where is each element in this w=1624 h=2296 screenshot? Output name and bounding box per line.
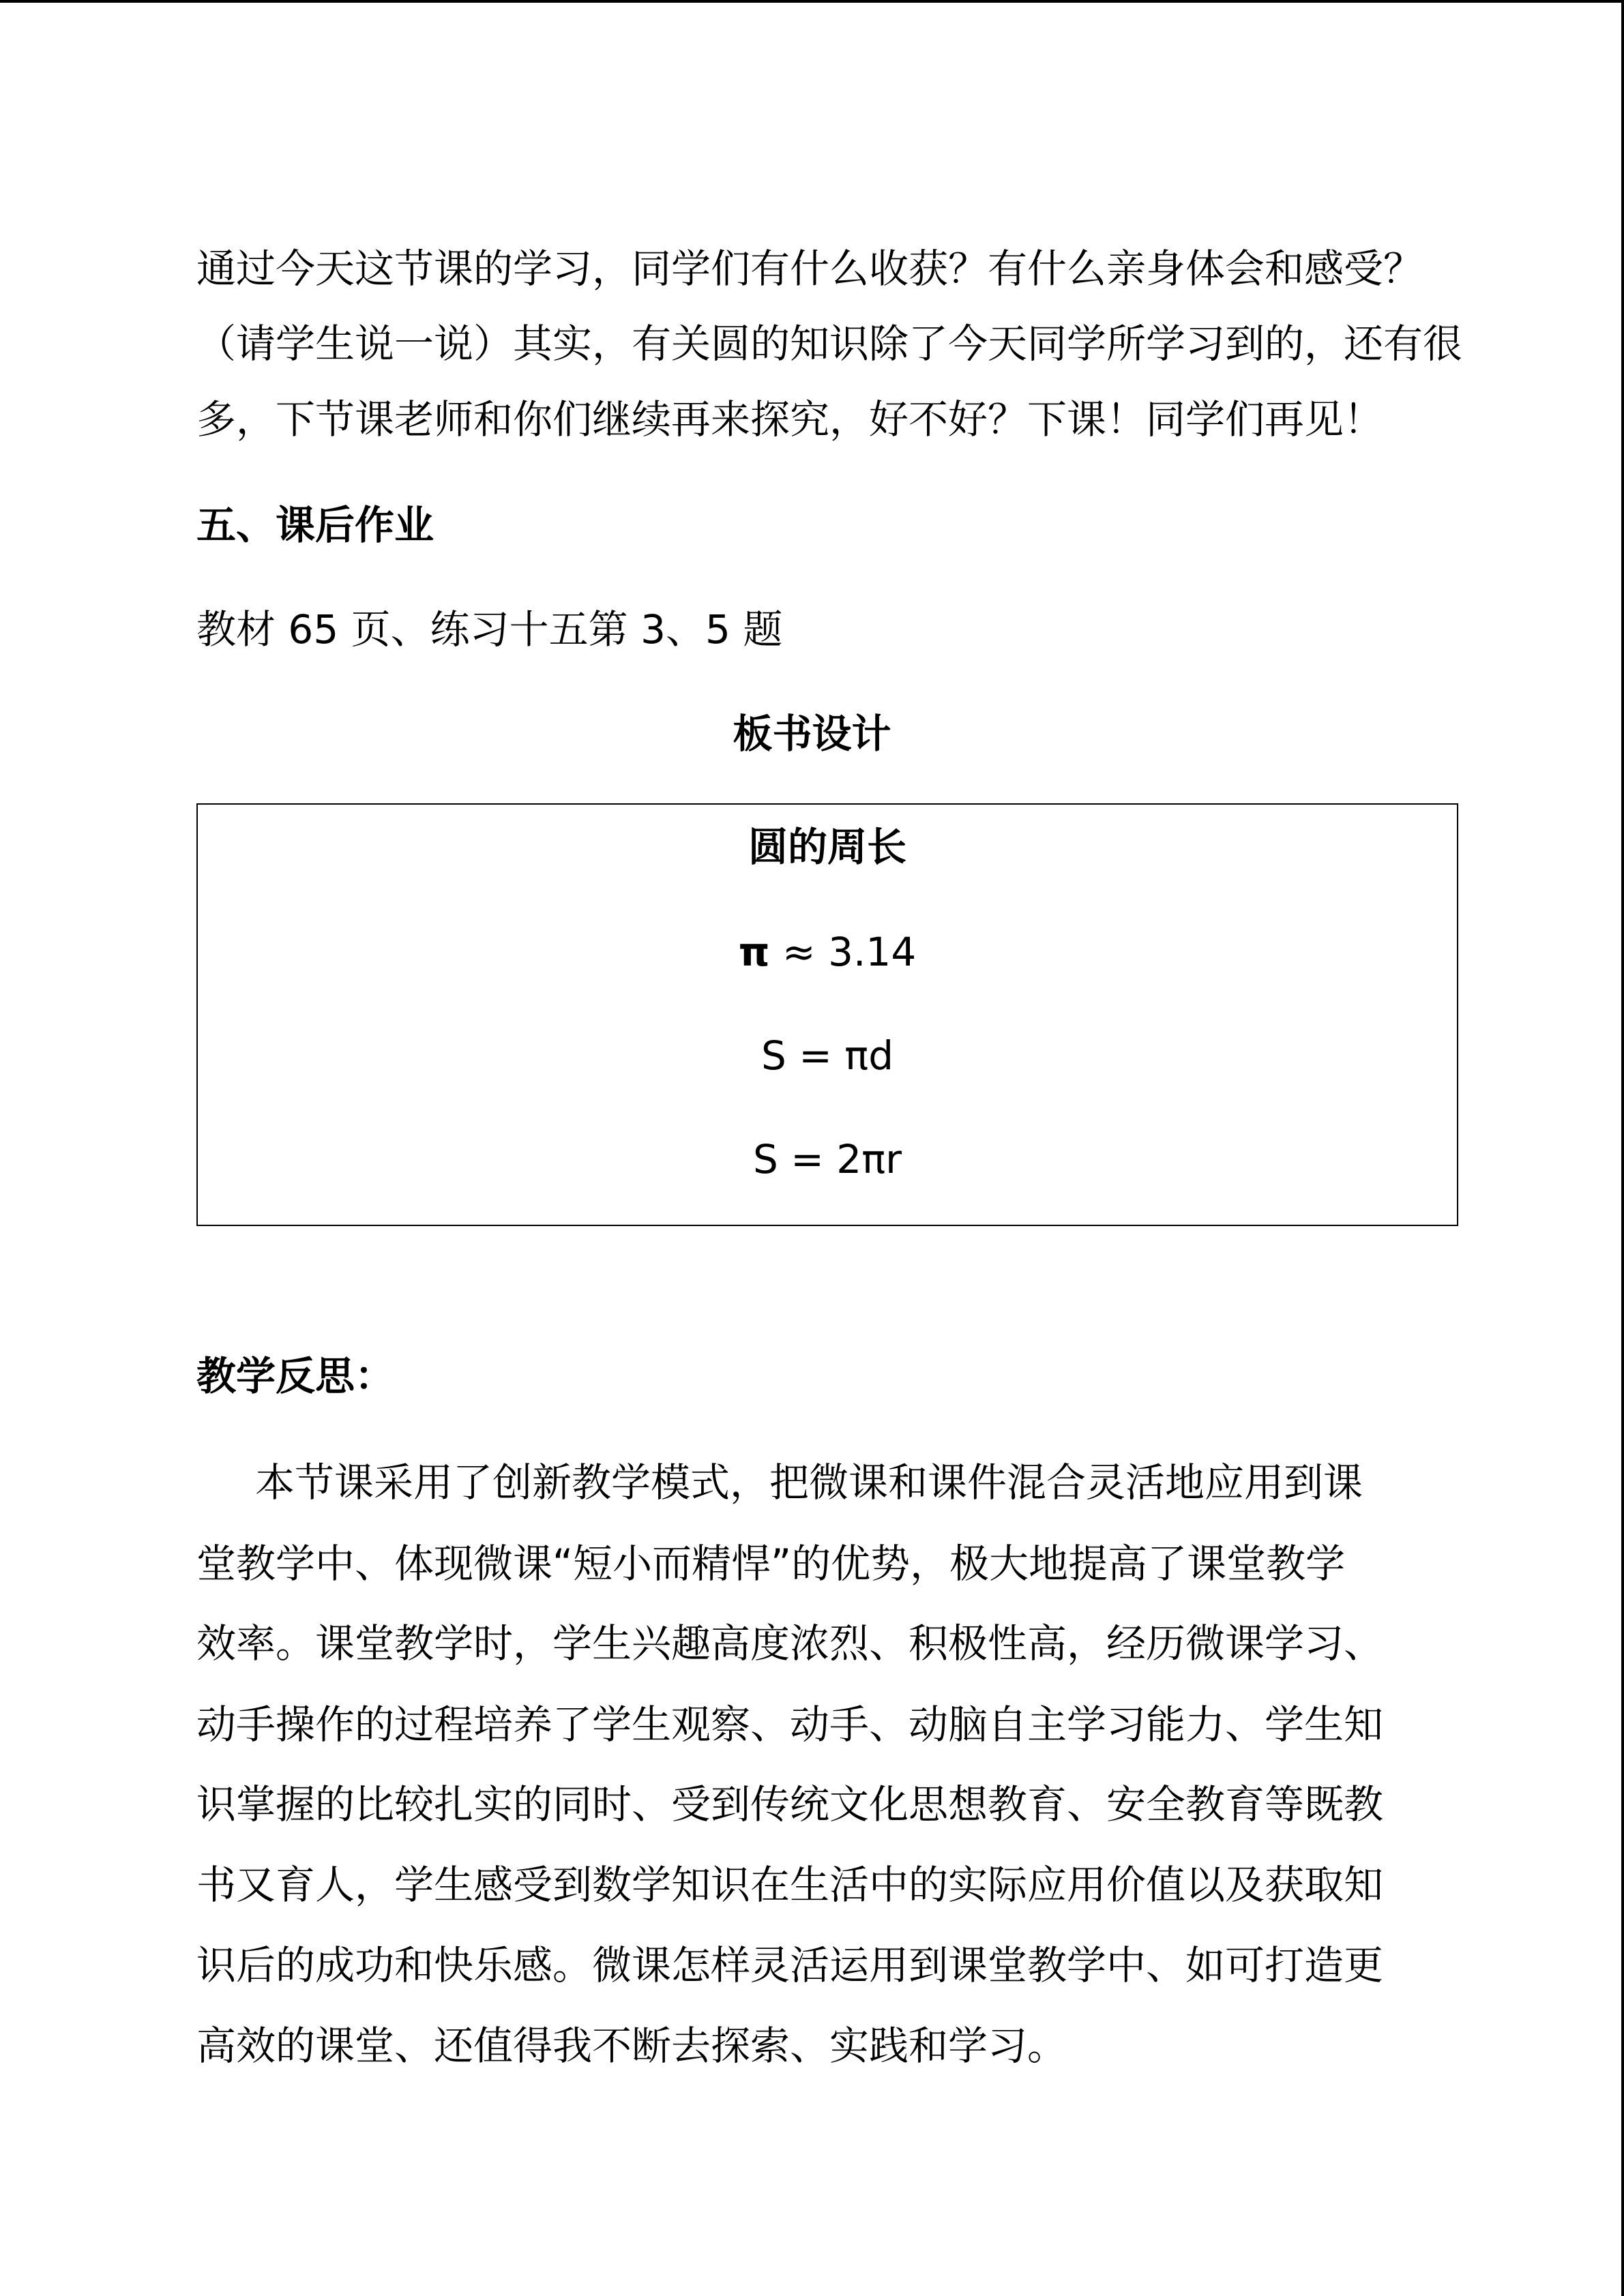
pi-approximation	[198, 925, 1457, 979]
reflection-line-6: 书又育人，学生感受到数学知识在生活中的实际应用价值以及获取知	[196, 1862, 1384, 1908]
board-design-box	[196, 803, 1458, 1226]
formula-radius: S = 2πr	[753, 1136, 902, 1182]
reflection-line-5: 识掌握的比较扎实的同时、受到传统文化思想教育、安全教育等既教	[196, 1781, 1384, 1828]
pi-symbol: π	[738, 929, 770, 975]
formula-diameter: S = πd	[761, 1032, 894, 1079]
reflection-line-7: 识后的成功和快乐感。微课怎样灵活运用到课堂教学中、如可打造更	[196, 1942, 1384, 1988]
summary-line-2: （请学生说一说）其实，有关圆的知识除了今天同学所学习到的，还有很	[196, 320, 1463, 367]
reflection-line-2: 堂教学中、体现微课“短小而精悍”的优势，极大地提高了课堂教学	[196, 1540, 1346, 1587]
top-border-rule	[0, 0, 1624, 3]
reflection-line-4: 动手操作的过程培养了学生观察、动手、动脑自主学习能力、学生知	[196, 1701, 1384, 1748]
reflection-line-1: 本节课采用了创新教学模式，把微课和课件混合灵活地应用到课	[255, 1459, 1363, 1506]
reflection-line-8: 高效的课堂、还值得我不断去探索、实践和学习。	[196, 2023, 1067, 2069]
board-design-title: 板书设计	[733, 711, 891, 757]
pi-value: ≈ 3.14	[769, 929, 917, 975]
homework-text: 教材 65 页、练习十五第 3、5 题	[196, 606, 783, 653]
summary-line-3: 多，下节课老师和你们继续再来探究，好不好？下课！同学们再见！	[196, 396, 1384, 443]
right-border-rule	[1621, 0, 1624, 2296]
reflection-line-3: 效率。课堂教学时，学生兴趣高度浓烈、积极性高，经历微课学习、	[196, 1620, 1384, 1667]
homework-heading: 五、课后作业	[196, 502, 434, 548]
board-box-title: 圆的周长	[748, 824, 906, 870]
summary-line-1: 通过今天这节课的学习，同学们有什么收获？有什么亲身体会和感受？	[196, 245, 1423, 292]
reflection-heading: 教学反思：	[196, 1353, 395, 1399]
